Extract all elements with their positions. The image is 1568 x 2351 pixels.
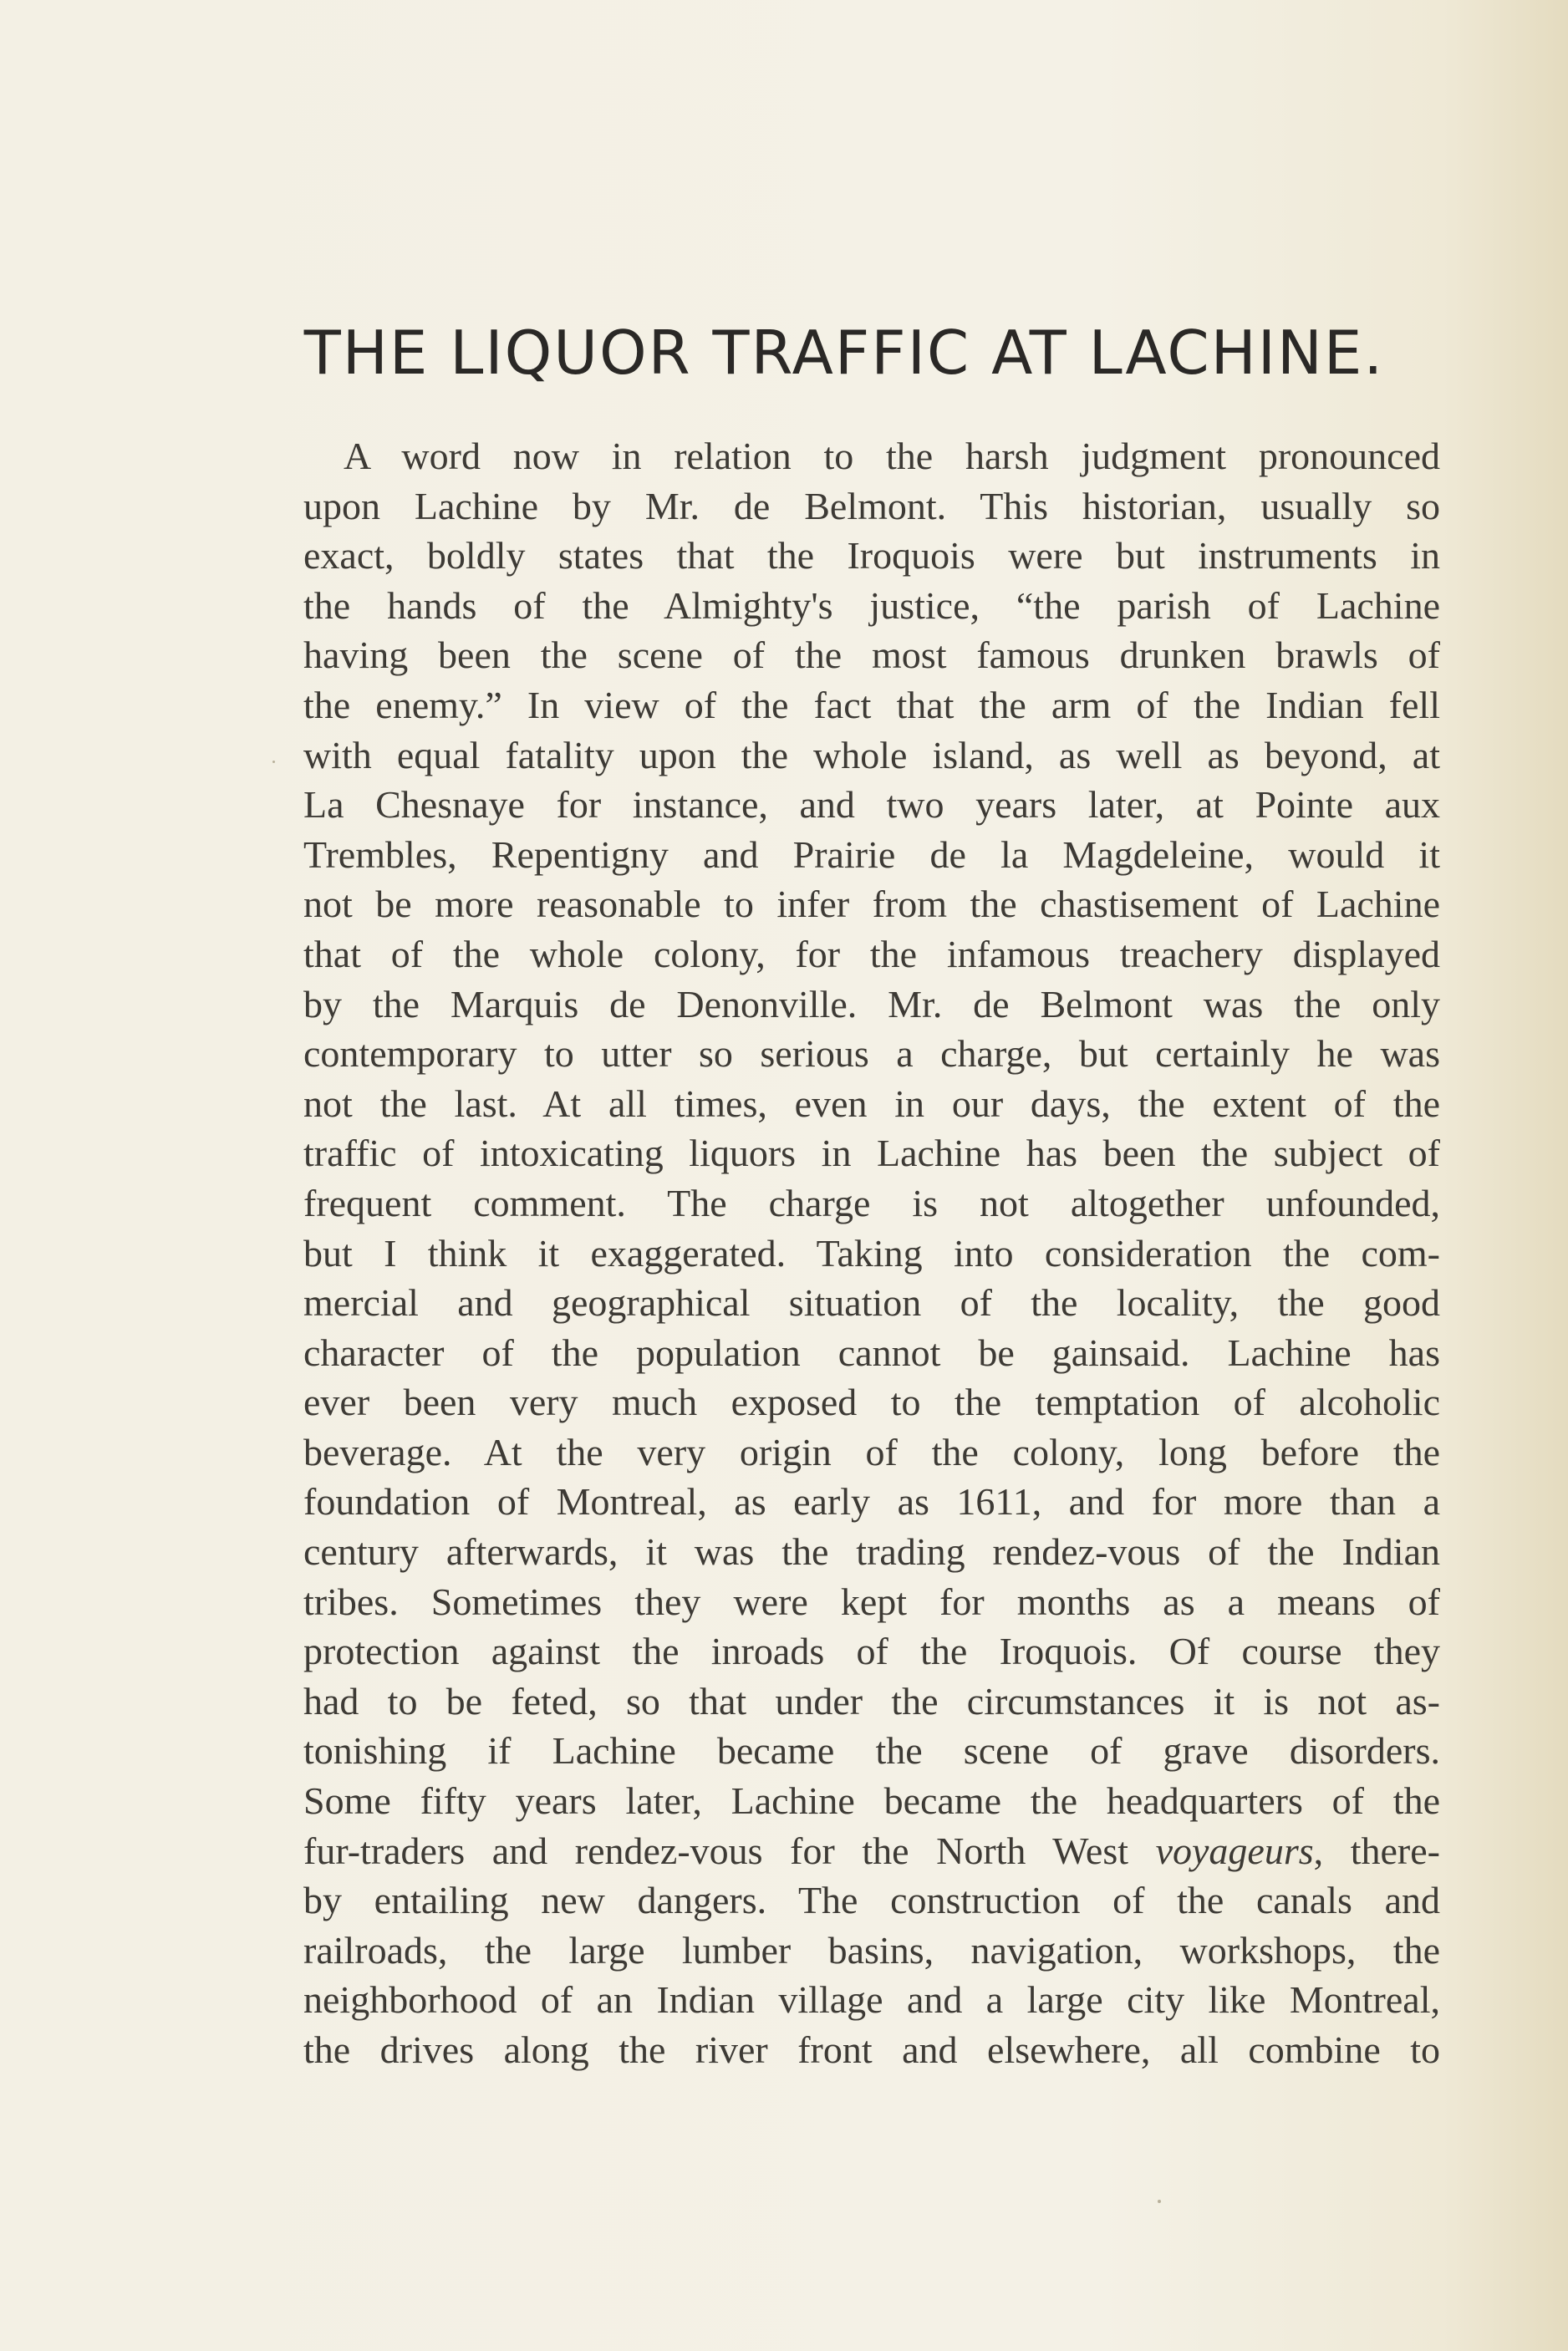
text-segment: , there- [1313,1829,1440,1872]
text-line: Trembles, Repentigny and Prairie de la Magdeleine, would it [303,832,1440,876]
text-line: by entailing new dangers. The construction of the canals and [303,1879,1440,1922]
text-segment: fur-traders and rendez-vous for the North West [303,1829,1129,1872]
chapter-title: THE LIQUOR TRAFFIC AT LACHINE. [303,318,1385,388]
text-line: ever been very much exposed to the temptation of alcoholic [303,1381,1440,1424]
text-line: traffic of intoxicating liquors in Lachine has been the subject of [303,1132,1440,1175]
text-line: not be more reasonable to infer from the chastisement of Lachine [303,883,1440,926]
text-line: character of the population cannot be gainsaid. Lachine has [303,1331,1440,1374]
text-line: the enemy.” In view of the fact that the arm of the Indian fell [303,683,1440,726]
text-line: exact, boldly states that the Iroquois were but instruments in [303,534,1440,578]
text-line: had to be feted, so that under the circumstances it is not as- [303,1679,1440,1723]
text-line: A word now in relation to the harsh judgment pronounced [344,435,1440,477]
text-line: with equal fatality upon the whole island, as well as beyond, at [303,733,1440,776]
text-line: contemporary to utter so serious a charge, but certainly he was [303,1032,1440,1076]
italic-word: voyageurs [1155,1829,1314,1872]
text-line: tribes. Sometimes they were kept for months as a means of [303,1580,1440,1623]
text-line: foundation of Montreal, as early as 1611, and for more than a [303,1480,1440,1524]
text-line: railroads, the large lumber basins, navigation, workshops, the [303,1928,1440,1972]
text-line: Some fifty years later, Lachine became the headquarters of the [303,1779,1440,1823]
text-line: mercial and geographical situation of the locality, the good [303,1281,1440,1325]
text-line: that of the whole colony, for the infamous treachery displayed [303,932,1440,975]
text-line: century afterwards, it was the trading rendez-vous of the Indian [303,1530,1440,1574]
paper-speck [1158,2200,1161,2203]
text-line: the hands of the Almighty's justice, “the parish of Lachine [303,583,1440,627]
text-line: La Chesnaye for instance, and two years later, at Pointe aux [303,783,1440,827]
text-line: having been the scene of the most famous drunken brawls of [303,634,1440,677]
text-line: frequent comment. The charge is not altogether unfounded, [303,1181,1440,1224]
text-line: by the Marquis de Denonville. Mr. de Belmont was the only [303,982,1440,1025]
text-line: tonishing if Lachine became the scene of grave disorders. [303,1729,1440,1773]
text-line: but I think it exaggerated. Taking into consideration the com- [303,1231,1440,1275]
body-paragraph [303,431,1440,2075]
paper-speck [272,761,275,763]
text-line: neighborhood of an Indian village and a large city like Montreal, [303,1978,1440,2022]
text-line: beverage. At the very origin of the colony, long before the [303,1430,1440,1473]
text-line: the drives along the river front and elsewhere, all combine to [303,2028,1440,2071]
text-line: protection against the inroads of the Iroquois. Of course they [303,1630,1440,1673]
text-line-italic [303,1826,1440,1876]
text-line: not the last. At all times, even in our days, the extent of the [303,1081,1440,1125]
text-line: upon Lachine by Mr. de Belmont. This historian, usually so [303,484,1440,527]
